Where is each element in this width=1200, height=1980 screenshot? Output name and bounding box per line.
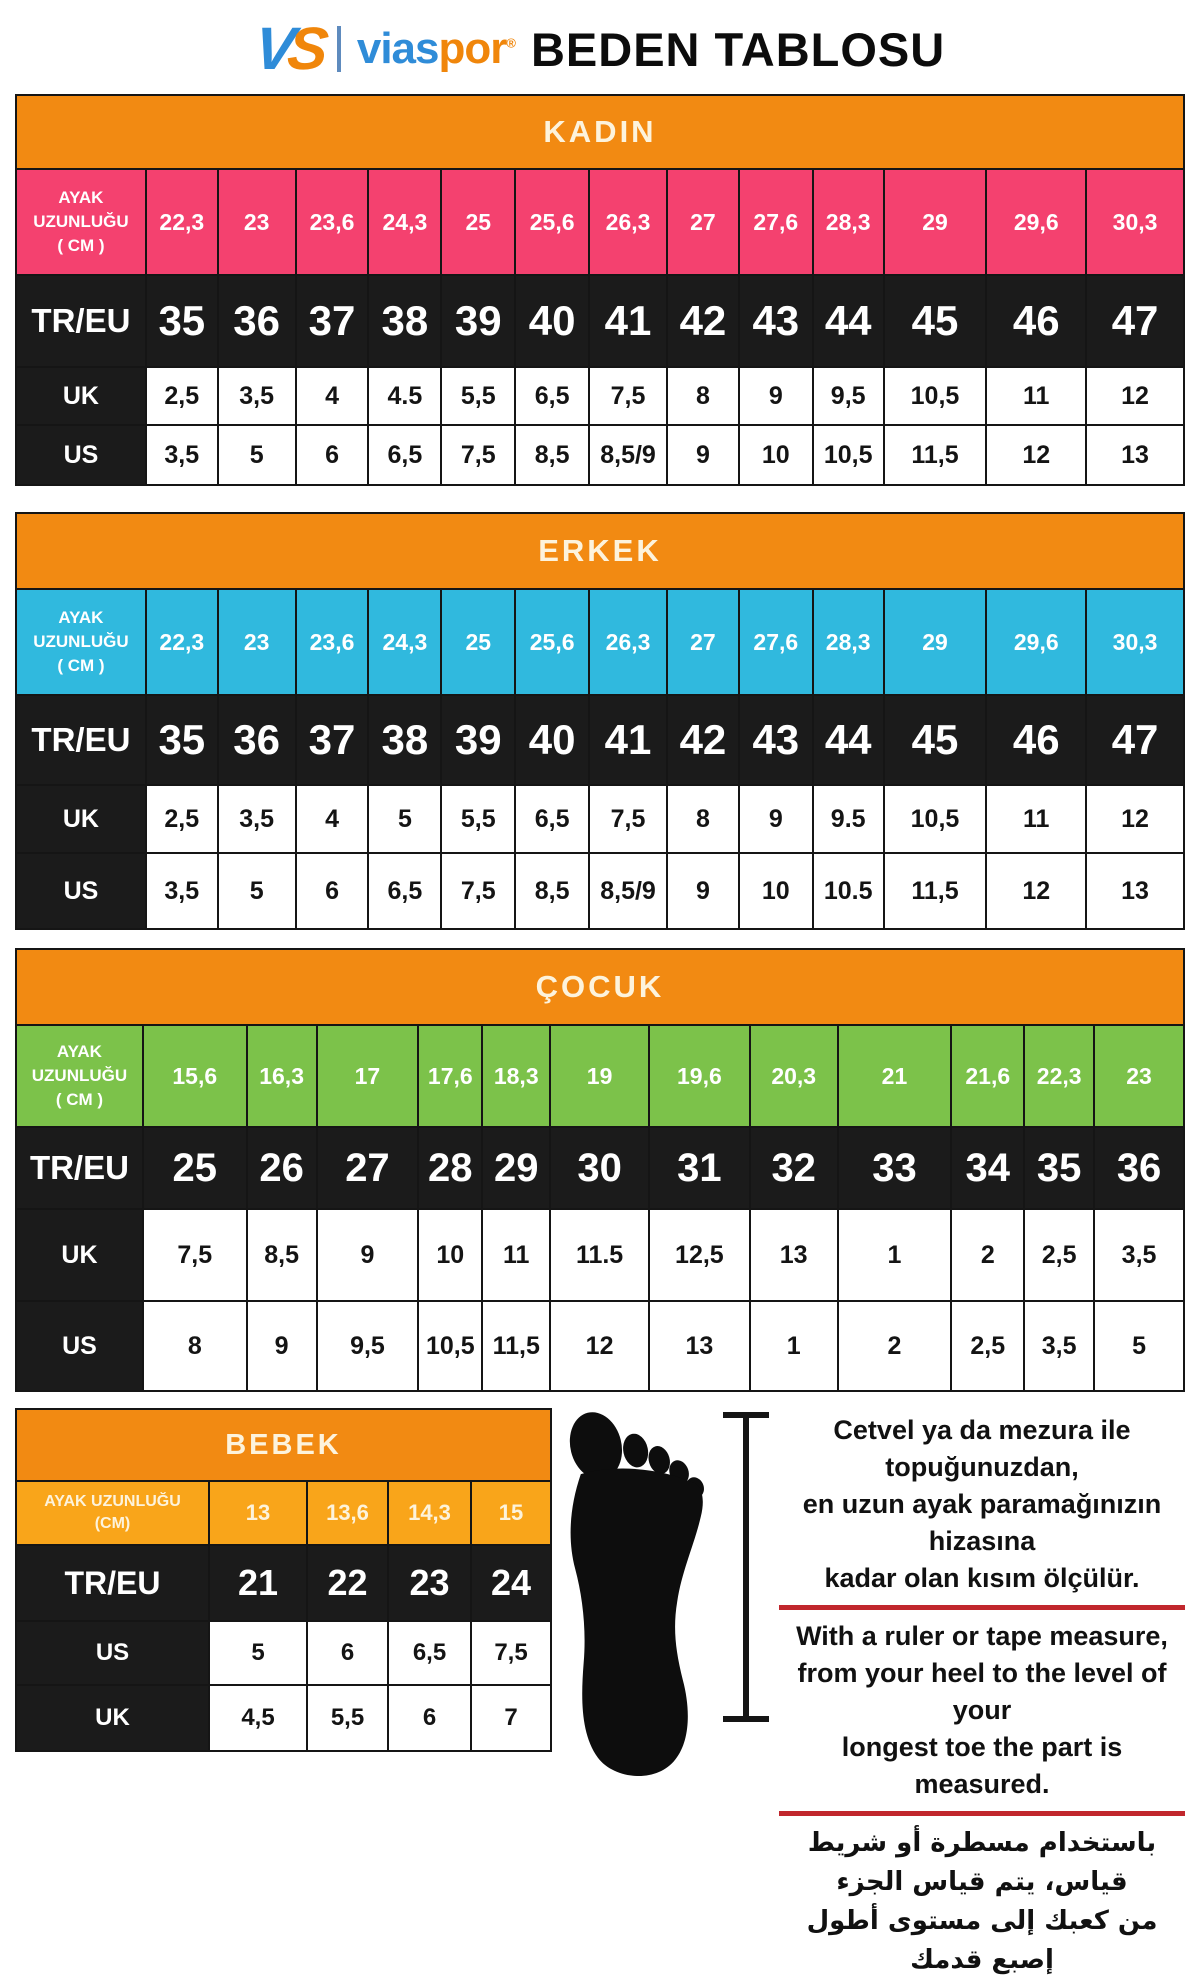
brand-logo-mark: [251, 15, 325, 82]
size-cell: 2: [838, 1301, 952, 1391]
size-cell: 10,5: [884, 785, 987, 853]
size-cell: 11: [482, 1209, 550, 1301]
size-cell: 10.5: [813, 853, 884, 929]
measurement-illustration: [560, 1408, 765, 1786]
size-cell: 11.5: [550, 1209, 649, 1301]
size-cell: 6,5: [388, 1621, 471, 1685]
size-cell: 47: [1086, 695, 1184, 785]
size-cell: 7,5: [589, 367, 667, 425]
size-cell: 41: [589, 695, 667, 785]
size-cell: 2,5: [146, 367, 218, 425]
size-cell: 11,5: [884, 425, 987, 485]
foot-length-label: [16, 1025, 143, 1127]
instruction-en-line: With a ruler or tape measure,: [796, 1621, 1168, 1651]
row-label-us: US: [16, 1301, 143, 1391]
size-cell: 7: [471, 1685, 551, 1751]
page-title: BEDEN TABLOSU: [530, 22, 946, 76]
size-cell: 13: [750, 1209, 838, 1301]
size-cell: 10: [418, 1209, 482, 1301]
cm-value-cell: 19: [550, 1025, 649, 1127]
size-cell: 3,5: [218, 785, 296, 853]
size-cell: 4: [296, 367, 369, 425]
red-divider: [779, 1811, 1185, 1816]
size-cell: 9: [667, 853, 739, 929]
row-label-uk: UK: [16, 1685, 209, 1751]
size-cell: 34: [951, 1127, 1024, 1209]
instruction-tr-line: Cetvel ya da mezura ile topuğunuzdan,: [833, 1415, 1131, 1482]
size-cell: 39: [441, 695, 515, 785]
size-cell: 40: [515, 275, 589, 367]
cm-value-cell: 20,3: [750, 1025, 838, 1127]
size-cell: 27: [317, 1127, 419, 1209]
size-cell: 10,5: [813, 425, 884, 485]
instruction-ar-line: باستخدام مسطرة أو شريط قياس، يتم قياس الجزء: [807, 1828, 1157, 1897]
size-cell: 22: [307, 1545, 388, 1621]
size-cell: 35: [146, 275, 218, 367]
table-title-kadin: KADIN: [16, 95, 1184, 169]
size-cell: 7,5: [471, 1621, 551, 1685]
cm-value-cell: 25,6: [515, 169, 589, 275]
cm-value-cell: 16,3: [247, 1025, 317, 1127]
size-cell: 3,5: [1094, 1209, 1184, 1301]
cm-value-cell: 23,6: [296, 169, 369, 275]
foot-length-label: [16, 589, 146, 695]
size-cell: 10,5: [418, 1301, 482, 1391]
size-cell: 36: [1094, 1127, 1184, 1209]
cm-value-cell: 23,6: [296, 589, 369, 695]
table-title-cocuk: ÇOCUK: [16, 949, 1184, 1025]
size-cell: 4: [296, 785, 369, 853]
size-cell: 6: [296, 853, 369, 929]
size-cell: 2,5: [1024, 1209, 1094, 1301]
foot-length-label-line: ( CM ): [57, 655, 105, 675]
cm-value-cell: 26,3: [589, 589, 667, 695]
size-cell: 9,5: [813, 367, 884, 425]
cm-value-cell: 17,6: [418, 1025, 482, 1127]
size-cell: 2,5: [951, 1301, 1024, 1391]
size-cell: 32: [750, 1127, 838, 1209]
cm-value-cell: 29,6: [986, 169, 1086, 275]
size-cell: 44: [813, 275, 884, 367]
size-cell: 30: [550, 1127, 649, 1209]
size-cell: 40: [515, 695, 589, 785]
row-label-tr-eu: TR/EU: [16, 275, 146, 367]
row-label-uk: UK: [16, 367, 146, 425]
instruction-en-line: from your heel to the level of your: [797, 1658, 1167, 1725]
size-cell: 46: [986, 275, 1086, 367]
logo-letter-v: V: [251, 15, 292, 82]
foot-length-label-line: UZUNLUĞU: [31, 1066, 128, 1086]
foot-length-label-line: (CM): [94, 1515, 131, 1532]
size-cell: 6,5: [368, 853, 441, 929]
size-cell: 44: [813, 695, 884, 785]
size-cell: 43: [739, 695, 813, 785]
size-cell: 2,5: [146, 785, 218, 853]
size-cell: 36: [218, 275, 296, 367]
size-cell: 2: [951, 1209, 1024, 1301]
cm-value-cell: 27,6: [739, 589, 813, 695]
size-cell: 9.5: [813, 785, 884, 853]
size-cell: 3,5: [146, 853, 218, 929]
women-size-table-host: [15, 94, 1185, 486]
size-cell: 12: [986, 853, 1086, 929]
size-cell: 46: [986, 695, 1086, 785]
size-cell: 7,5: [589, 785, 667, 853]
cm-value-cell: 29: [884, 589, 987, 695]
cm-value-cell: 29: [884, 169, 987, 275]
instruction-text-tr: [779, 1412, 1185, 1597]
size-cell: 35: [146, 695, 218, 785]
size-cell: 5,5: [441, 785, 515, 853]
size-cell: 13: [1086, 853, 1184, 929]
size-chart-page: [0, 16, 1200, 1980]
table-cocuk: [15, 948, 1185, 1392]
size-cell: 38: [368, 695, 441, 785]
size-cell: 8: [667, 785, 739, 853]
cm-value-cell: 22,3: [1024, 1025, 1094, 1127]
size-cell: 11,5: [884, 853, 987, 929]
logo-letter-s: S: [284, 15, 325, 82]
measure-line-stem: [743, 1418, 749, 1716]
size-cell: 8,5: [247, 1209, 317, 1301]
row-label-uk: UK: [16, 785, 146, 853]
brand-name: [356, 24, 515, 73]
cm-value-cell: 26,3: [589, 169, 667, 275]
cm-value-cell: 30,3: [1086, 589, 1184, 695]
logo-divider: [337, 26, 341, 72]
row-label-tr-eu: TR/EU: [16, 1545, 209, 1621]
size-cell: 9,5: [317, 1301, 419, 1391]
table-kadin: [15, 94, 1185, 486]
size-cell: 36: [218, 695, 296, 785]
cm-value-cell: 15: [471, 1481, 551, 1545]
size-cell: 5: [218, 425, 296, 485]
brand-name-orange: por: [438, 24, 507, 73]
cm-value-cell: 13,6: [307, 1481, 388, 1545]
size-cell: 9: [247, 1301, 317, 1391]
size-cell: 6: [388, 1685, 471, 1751]
table-erkek: [15, 512, 1185, 930]
cm-value-cell: 22,3: [146, 169, 218, 275]
size-cell: 6: [296, 425, 369, 485]
cm-value-cell: 25: [441, 169, 515, 275]
foot-length-label-line: ( CM ): [57, 235, 105, 255]
size-cell: 1: [838, 1209, 952, 1301]
cm-value-cell: 24,3: [368, 169, 441, 275]
instruction-tr-line: kadar olan kısım ölçülür.: [824, 1563, 1140, 1593]
size-cell: 13: [1086, 425, 1184, 485]
size-cell: 8,5: [515, 425, 589, 485]
instruction-text-en: [779, 1618, 1185, 1803]
size-cell: 11,5: [482, 1301, 550, 1391]
size-cell: 3,5: [146, 425, 218, 485]
size-cell: 5,5: [441, 367, 515, 425]
row-label-us: US: [16, 425, 146, 485]
row-label-tr-eu: TR/EU: [16, 695, 146, 785]
size-cell: 6: [307, 1621, 388, 1685]
cm-value-cell: 27,6: [739, 169, 813, 275]
size-cell: 9: [739, 785, 813, 853]
row-label-us: US: [16, 853, 146, 929]
size-cell: 8,5/9: [589, 853, 667, 929]
foot-length-label-line: UZUNLUĞU: [33, 212, 129, 232]
foot-length-label-line: AYAK UZUNLUĞU: [44, 1492, 181, 1510]
cm-value-cell: 21,6: [951, 1025, 1024, 1127]
size-cell: 24: [471, 1545, 551, 1621]
row-label-us: US: [16, 1621, 209, 1685]
cm-value-cell: 25: [441, 589, 515, 695]
instruction-en-line: longest toe the part is measured.: [841, 1732, 1123, 1799]
size-cell: 35: [1024, 1127, 1094, 1209]
cm-value-cell: 23: [218, 589, 296, 695]
size-cell: 5: [218, 853, 296, 929]
table-title-erkek: ERKEK: [16, 513, 1184, 589]
size-cell: 42: [667, 695, 739, 785]
size-cell: 10: [739, 853, 813, 929]
size-cell: 26: [247, 1127, 317, 1209]
cm-value-cell: 13: [209, 1481, 307, 1545]
size-cell: 9: [317, 1209, 419, 1301]
size-cell: 45: [884, 275, 987, 367]
cm-value-cell: 24,3: [368, 589, 441, 695]
size-cell: 4.5: [368, 367, 441, 425]
red-divider: [779, 1605, 1185, 1610]
size-cell: 13: [649, 1301, 750, 1391]
size-cell: 12: [550, 1301, 649, 1391]
cm-value-cell: 22,3: [146, 589, 218, 695]
foot-length-label-line: UZUNLUĞU: [33, 632, 129, 652]
size-cell: 7,5: [441, 425, 515, 485]
instruction-ar-line: من كعبك إلى مستوى أطول إصبع قدمك: [806, 1906, 1158, 1975]
cm-value-cell: 14,3: [388, 1481, 471, 1545]
size-cell: 6,5: [368, 425, 441, 485]
cm-value-cell: 15,6: [143, 1025, 247, 1127]
men-size-table-host: [15, 512, 1185, 930]
size-cell: 37: [296, 275, 369, 367]
size-cell: 5: [209, 1621, 307, 1685]
size-cell: 4,5: [209, 1685, 307, 1751]
size-cell: 10: [739, 425, 813, 485]
size-cell: 37: [296, 695, 369, 785]
row-label-uk: UK: [16, 1209, 143, 1301]
cm-value-cell: 23: [218, 169, 296, 275]
size-cell: 38: [368, 275, 441, 367]
registered-mark: ®: [506, 35, 515, 51]
page-header: [15, 16, 1185, 82]
size-cell: 8,5/9: [589, 425, 667, 485]
size-cell: 7,5: [441, 853, 515, 929]
size-cell: 39: [441, 275, 515, 367]
foot-silhouette-icon: [560, 1408, 715, 1786]
size-cell: 12: [1086, 785, 1184, 853]
cm-value-cell: 23: [1094, 1025, 1184, 1127]
foot-length-label: [16, 169, 146, 275]
size-cell: 5: [368, 785, 441, 853]
size-cell: 11: [986, 367, 1086, 425]
size-cell: 28: [418, 1127, 482, 1209]
size-cell: 33: [838, 1127, 952, 1209]
cm-value-cell: 25,6: [515, 589, 589, 695]
brand-name-blue: vias: [356, 24, 439, 73]
size-cell: 29: [482, 1127, 550, 1209]
cm-value-cell: 27: [667, 589, 739, 695]
table-title-bebek: BEBEK: [16, 1409, 551, 1481]
cm-value-cell: 19,6: [649, 1025, 750, 1127]
instructions: [779, 1408, 1185, 1980]
size-cell: 3,5: [218, 367, 296, 425]
size-cell: 47: [1086, 275, 1184, 367]
cm-value-cell: 28,3: [813, 589, 884, 695]
foot-length-label-line: ( CM ): [55, 1089, 104, 1109]
measure-line-icon: [723, 1412, 769, 1722]
size-cell: 6,5: [515, 367, 589, 425]
size-cell: 12: [1086, 367, 1184, 425]
foot-length-label-line: AYAK: [58, 188, 104, 208]
size-cell: 12,5: [649, 1209, 750, 1301]
size-cell: 7,5: [143, 1209, 247, 1301]
cm-value-cell: 28,3: [813, 169, 884, 275]
size-cell: 3,5: [1024, 1301, 1094, 1391]
size-cell: 25: [143, 1127, 247, 1209]
size-cell: 31: [649, 1127, 750, 1209]
size-cell: 6,5: [515, 785, 589, 853]
size-cell: 8,5: [515, 853, 589, 929]
cm-value-cell: 18,3: [482, 1025, 550, 1127]
size-cell: 10,5: [884, 367, 987, 425]
size-cell: 1: [750, 1301, 838, 1391]
measure-line-bottom-cap: [723, 1716, 769, 1722]
size-cell: 11: [986, 785, 1086, 853]
size-cell: 41: [589, 275, 667, 367]
cm-value-cell: 17: [317, 1025, 419, 1127]
size-cell: 21: [209, 1545, 307, 1621]
cm-value-cell: 29,6: [986, 589, 1086, 695]
table-bebek: [15, 1408, 552, 1752]
row-label-tr-eu: TR/EU: [16, 1127, 143, 1209]
size-cell: 42: [667, 275, 739, 367]
size-cell: 5: [1094, 1301, 1184, 1391]
size-cell: 9: [667, 425, 739, 485]
size-cell: 23: [388, 1545, 471, 1621]
foot-length-label-line: AYAK: [56, 1042, 102, 1062]
size-cell: 12: [986, 425, 1086, 485]
cm-value-cell: 21: [838, 1025, 952, 1127]
size-cell: 8: [143, 1301, 247, 1391]
size-cell: 43: [739, 275, 813, 367]
size-cell: 45: [884, 695, 987, 785]
instruction-text-ar: [779, 1824, 1185, 1980]
foot-length-label: [16, 1481, 209, 1545]
baby-size-table-host: [15, 1408, 552, 1752]
size-cell: 8: [667, 367, 739, 425]
cm-value-cell: 30,3: [1086, 169, 1184, 275]
size-cell: 9: [739, 367, 813, 425]
size-cell: 5,5: [307, 1685, 388, 1751]
kids-size-table-host: [15, 948, 1185, 1392]
cm-value-cell: 27: [667, 169, 739, 275]
instruction-tr-line: en uzun ayak paramağınızın hizasına: [802, 1489, 1162, 1556]
foot-length-label-line: AYAK: [58, 608, 104, 628]
bottom-section: [15, 1408, 1185, 1980]
